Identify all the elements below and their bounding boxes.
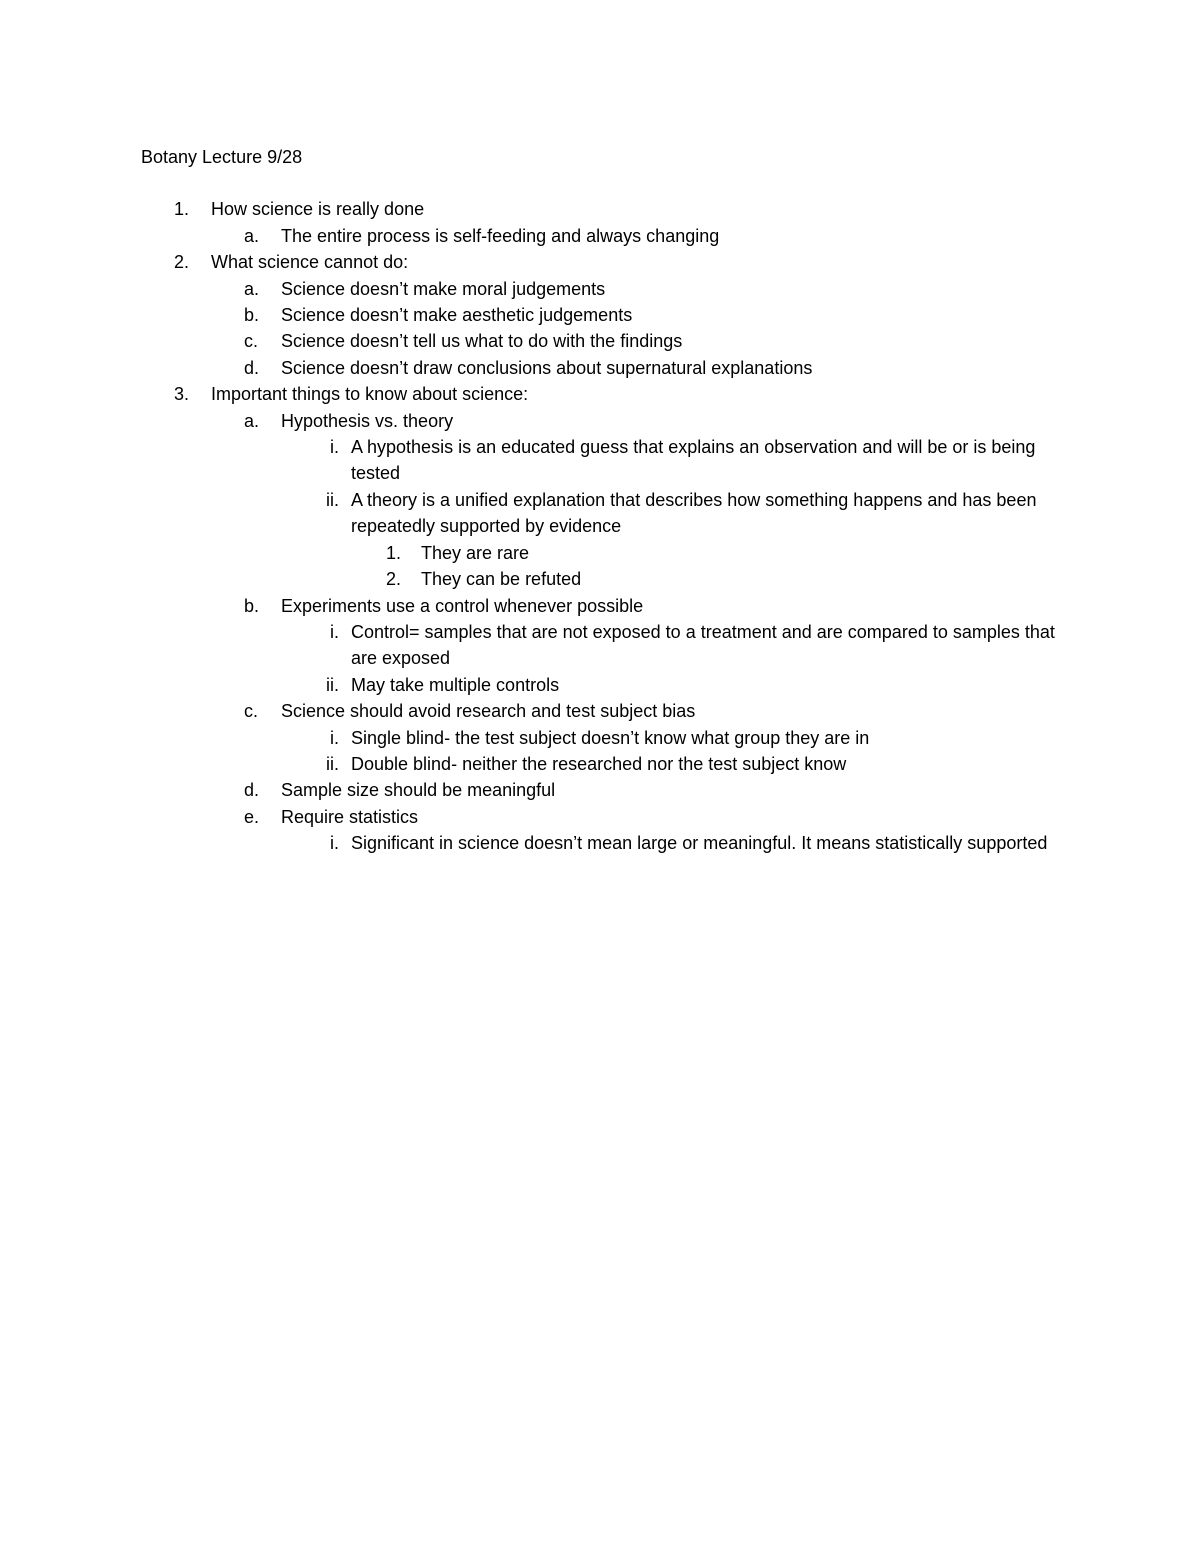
list-item-text: The entire process is self-feeding and always changing bbox=[281, 225, 720, 246]
list-marker: i. bbox=[330, 727, 339, 748]
list-item-text: Science doesn’t make moral judgements bbox=[281, 278, 606, 299]
list-marker: a. bbox=[244, 278, 260, 299]
list-item bbox=[211, 408, 1071, 593]
list-item bbox=[211, 276, 1071, 302]
list-item-text: How science is really done bbox=[211, 199, 425, 220]
list-item bbox=[211, 777, 1071, 803]
document-content bbox=[141, 144, 1071, 857]
list-item-text: Control= samples that are not exposed to a treatment and are compared to samples that are exposed bbox=[351, 621, 1055, 669]
list-item-text: Hypothesis vs. theory bbox=[281, 410, 454, 431]
list-marker: i. bbox=[330, 621, 339, 642]
list-item-text: A hypothesis is an educated guess that explains an observation and will be or is being tested bbox=[351, 437, 1036, 484]
list-marker: 3. bbox=[174, 384, 190, 405]
outline-level-2 bbox=[211, 408, 1071, 857]
list-item-text: Science doesn’t draw conclusions about supernatural explanations bbox=[281, 357, 813, 378]
list-item bbox=[141, 249, 1071, 381]
list-marker: 2. bbox=[174, 252, 190, 273]
outline-level-1 bbox=[141, 196, 1071, 856]
outline-level-3 bbox=[281, 619, 1071, 698]
list-item-text: Science doesn’t tell us what to do with the findings bbox=[281, 331, 683, 352]
list-item bbox=[351, 540, 1071, 566]
list-item bbox=[351, 566, 1071, 592]
list-marker: c. bbox=[244, 701, 259, 722]
list-marker: i. bbox=[330, 833, 339, 854]
list-item-text: Experiments use a control whenever possible bbox=[281, 595, 644, 616]
list-item bbox=[281, 434, 1071, 487]
list-item bbox=[211, 302, 1071, 328]
list-item-text: They can be refuted bbox=[421, 569, 582, 590]
list-item bbox=[141, 196, 1071, 249]
outline-level-3 bbox=[281, 434, 1071, 592]
list-marker: 1. bbox=[386, 542, 402, 563]
list-marker: d. bbox=[244, 780, 260, 801]
outline-level-2 bbox=[211, 276, 1071, 382]
list-marker: i. bbox=[330, 437, 339, 458]
list-marker: c. bbox=[244, 331, 259, 352]
list-marker: a. bbox=[244, 410, 260, 431]
list-marker: a. bbox=[244, 225, 260, 246]
list-marker: ii. bbox=[326, 753, 339, 774]
list-marker: ii. bbox=[326, 489, 339, 510]
list-item-text: Science doesn’t make aesthetic judgements bbox=[281, 305, 633, 326]
list-item bbox=[281, 487, 1071, 593]
list-marker: e. bbox=[244, 806, 260, 827]
list-item bbox=[281, 672, 1071, 698]
list-item-text: Science should avoid research and test subject bias bbox=[281, 701, 696, 722]
list-item-text: Significant in science doesn’t mean large or meaningful. It means statistically supported bbox=[351, 833, 1048, 854]
outline-level-2 bbox=[211, 223, 1071, 249]
list-item-text: Sample size should be meaningful bbox=[281, 780, 556, 801]
list-item bbox=[281, 751, 1071, 777]
list-item bbox=[211, 698, 1071, 777]
list-item bbox=[211, 328, 1071, 354]
list-item-text: Single blind- the test subject doesn’t know what group they are in bbox=[351, 727, 870, 748]
outline-level-4 bbox=[351, 540, 1071, 593]
list-item-text: Double blind- neither the researched nor the test subject know bbox=[351, 753, 847, 774]
outline-level-3 bbox=[281, 830, 1071, 856]
list-item bbox=[141, 381, 1071, 856]
list-item bbox=[211, 593, 1071, 699]
outline-level-3 bbox=[281, 725, 1071, 778]
list-item bbox=[211, 355, 1071, 381]
document-title: Botany Lecture 9/28 bbox=[141, 147, 303, 167]
list-item-text: A theory is a unified explanation that describes how something happens and has been repeatedly supported by evidence bbox=[351, 489, 1037, 537]
list-item-text: May take multiple controls bbox=[351, 674, 560, 695]
list-item-text: Require statistics bbox=[281, 806, 419, 827]
list-item-text: What science cannot do: bbox=[211, 252, 409, 273]
list-marker: b. bbox=[244, 595, 260, 616]
list-marker: d. bbox=[244, 357, 260, 378]
list-item bbox=[211, 804, 1071, 857]
list-marker: 2. bbox=[386, 569, 402, 590]
list-item bbox=[211, 223, 1071, 249]
list-marker: b. bbox=[244, 305, 260, 326]
list-item-text: Important things to know about science: bbox=[211, 384, 529, 405]
list-item bbox=[281, 725, 1071, 751]
list-item-text: They are rare bbox=[421, 542, 530, 563]
list-item bbox=[281, 619, 1071, 672]
list-item bbox=[281, 830, 1071, 856]
list-marker: ii. bbox=[326, 674, 339, 695]
list-marker: 1. bbox=[174, 199, 190, 220]
